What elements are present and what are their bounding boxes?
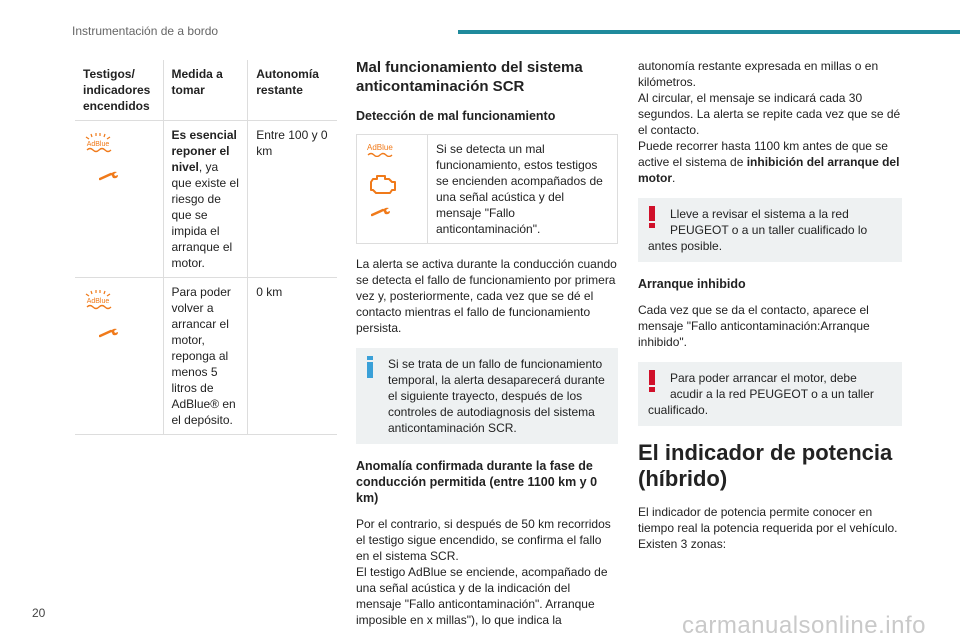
wrench-icon <box>99 328 119 338</box>
paragraph <box>638 138 902 186</box>
adblue-icon <box>83 133 113 155</box>
page-number: 20 <box>32 606 46 620</box>
warning-lights-box <box>356 134 618 244</box>
warning-icon <box>648 370 656 392</box>
engine-icon <box>369 171 399 195</box>
info-box <box>356 348 618 444</box>
action-bold-text: Es esencial reponer el nivel <box>171 128 237 174</box>
wrench-icon <box>371 207 391 217</box>
table-cell-action <box>163 121 248 278</box>
info-text: Si se trata de un fallo de funcionamiento <box>388 357 603 371</box>
subsection-title: Anomalía confirmada durante la fase de conducción permitida (entre 1100 km y 0 km) <box>356 459 598 505</box>
middle-column <box>356 58 618 640</box>
table-header-row <box>75 60 337 121</box>
table-header-cell: Medida a tomar <box>163 60 248 121</box>
subsection-title: Detección de mal funcionamiento <box>356 109 556 123</box>
table-header-cell: Autonomía restante <box>248 60 337 121</box>
subsection-title: Arranque inhibido <box>638 277 746 291</box>
table-row <box>75 121 337 278</box>
info-text: temporal, la alerta desaparecerá durante el siguiente trayecto, después de los controles de autodiagnosis del sistema anticontaminación SCR. <box>388 373 605 435</box>
paragraph: Al circular, el mensaje se indicará cada 30 segundos. La alerta se repite cada vez que se dé el contacto. <box>638 91 901 137</box>
paragraph: El testigo AdBlue se enciende, acompañado de una señal acústica y de la indicación del mensaje "Fallo anticontaminación". Arranque imposible en x millas"), lo que indica la <box>356 565 608 627</box>
wrench-icon <box>99 171 119 181</box>
warning-lights-text: Si se detecta un mal funcionamiento, estos testigos se encienden acompañados de una señal acústica y del mensaje "Fallo anticontaminación". <box>436 142 603 236</box>
paragraph: Cada vez que se da el contacto, aparece el mensaje "Fallo anticontaminación:Arranque inhibido". <box>638 303 870 349</box>
section-title-large: El indicador de potencia (híbrido) <box>638 440 893 491</box>
warning-text: Lleve a revisar el sistema a la red <box>670 207 849 221</box>
adblue-icon-label: AdBlue <box>86 298 110 305</box>
table-header-cell: Testigos/ indicadores encendidos <box>75 60 163 121</box>
paragraph: autonomía restante expresada en millas o en kilómetros. <box>638 59 879 89</box>
table-cell-range: Entre 100 y 0 km <box>248 121 337 278</box>
table-cell-action <box>163 278 248 435</box>
warning-text: acudir a la red PEUGEOT o a un taller cualificado. <box>648 387 874 417</box>
warning-lights-icons <box>357 135 428 243</box>
paragraph: Por el contrario, si después de 50 km recorridos el testigo sigue encendido, se confirma el fallo en el sistema SCR. <box>356 517 611 563</box>
warning-text: PEUGEOT o a un taller cualificado lo antes posible. <box>648 223 868 253</box>
right-column <box>638 58 902 564</box>
warning-box <box>638 362 902 426</box>
adblue-icon <box>83 290 113 312</box>
watermark: carmanualsonline.info <box>682 612 926 639</box>
table-cell-range: 0 km <box>248 278 337 435</box>
adblue-icon-label: AdBlue <box>367 143 393 152</box>
adblue-icon-label: AdBlue <box>86 141 110 148</box>
paragraph: El indicador de potencia permite conocer en tiempo real la potencia requerida por el vehículo. Existen 3 zonas: <box>638 505 898 551</box>
warning-text: Para poder arrancar el motor, debe <box>670 371 857 385</box>
section-title: Mal funcionamiento del sistema anticontaminación SCR <box>356 59 583 95</box>
paragraph: La alerta se activa durante la conducción cuando se detecta el fallo de funcionamiento por primera vez y, posteriormente, cada vez que se dé el contacto mientras el fallo de funcionamiento persista. <box>356 257 617 335</box>
action-text: Para poder volver a arrancar el motor, reponga al menos 5 litros de AdBlue® en el depósito. <box>171 285 236 427</box>
info-icon <box>366 356 374 378</box>
paragraph-bold-text: inhibición del arranque del motor <box>638 155 900 185</box>
running-header: Instrumentación de a bordo <box>72 24 219 38</box>
action-text: , ya que existe el riesgo de que se impida el arranque el motor. <box>171 160 239 270</box>
adblue-icon <box>367 141 397 157</box>
table-row <box>75 278 337 435</box>
warning-box <box>638 198 902 262</box>
warning-icon <box>648 206 656 228</box>
warning-lights-table <box>75 60 337 435</box>
paragraph-text: . <box>672 171 676 185</box>
paragraph-text: Puede recorrer hasta 1100 km antes de que se active el sistema de <box>638 139 888 169</box>
header-accent-bar <box>458 30 960 34</box>
